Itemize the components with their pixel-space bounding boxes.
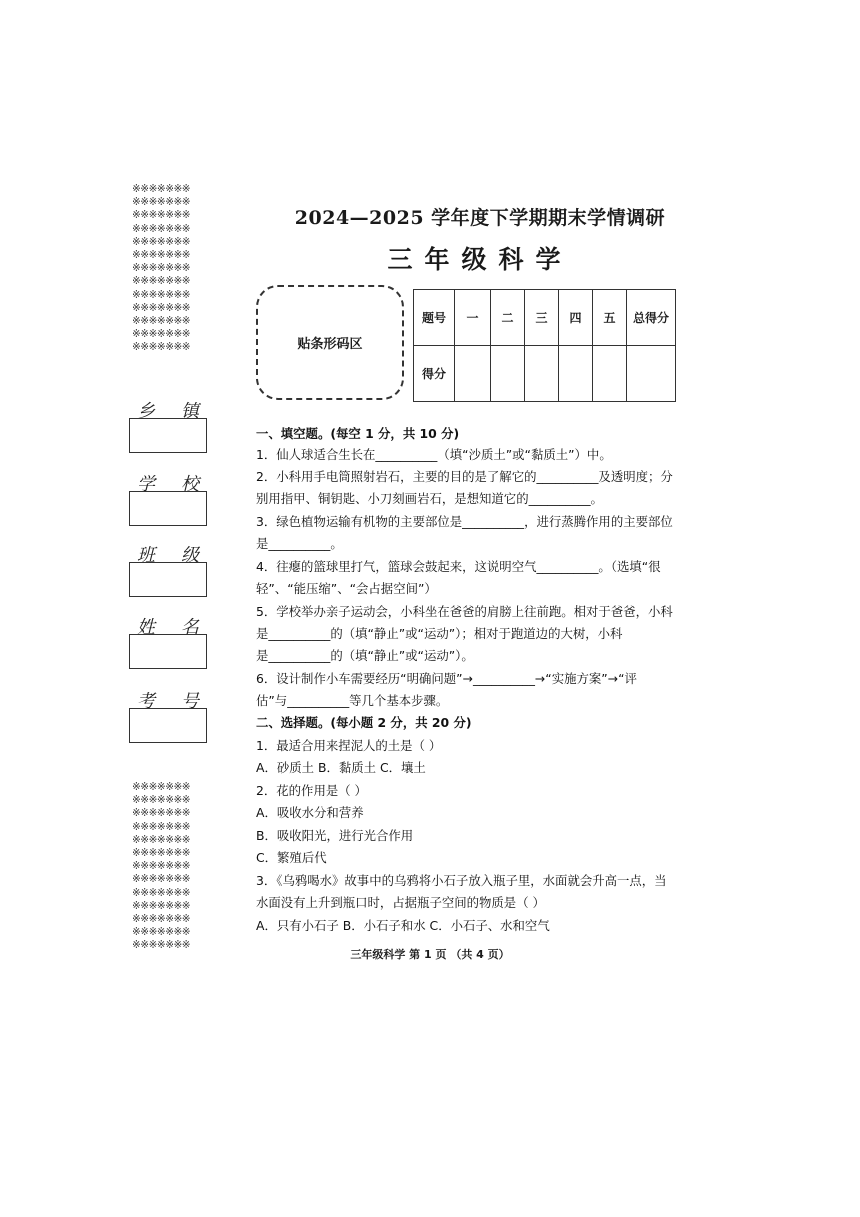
question-line: 轻”、“能压缩”、“会占据空间”） bbox=[256, 581, 437, 596]
score-cell[interactable] bbox=[627, 346, 676, 402]
score-header-cell: 四 bbox=[559, 290, 593, 346]
score-header-cell: 五 bbox=[593, 290, 627, 346]
exam-subject: 三年级科学 bbox=[387, 245, 573, 274]
barcode-label: 贴条形码区 bbox=[297, 337, 363, 352]
question-line: 是__________。 bbox=[256, 536, 343, 551]
question-line: 别用指甲、铜钥匙、小刀刻画岩石，是想知道它的__________。 bbox=[256, 491, 603, 506]
field-input-box[interactable] bbox=[129, 418, 207, 453]
decorative-pattern-top: ※※※※※※※ ※※※※※※※ ※※※※※※※ ※※※※※※※ ※※※※※※※ ※※※※※※※ ※※※※※※※ ※※※※※※※ ※※※※※※※ ※※※※※※※ ※※※※※※※ ※※※※※※※ ※※※※※※※ bbox=[132, 183, 191, 353]
section-heading: 二、选择题。(每小题 2 分，共 20 分) bbox=[256, 715, 472, 730]
field-label-char: 姓 bbox=[137, 617, 155, 638]
score-header-cell: 三 bbox=[525, 290, 559, 346]
barcode-area bbox=[256, 285, 404, 400]
question-line: 1．仙人球适合生长在__________（填“沙质土”或“黏质土”）中。 bbox=[256, 447, 612, 462]
question-line: 3．《乌鸦喝水》故事中的乌鸦将小石子放入瓶子里，水面就会升高一点，当 bbox=[256, 873, 667, 888]
score-header-cell: 题号 bbox=[414, 290, 455, 346]
question-line: B．吸收阳光，进行光合作用 bbox=[256, 828, 414, 843]
field-label-char: 考 bbox=[137, 691, 155, 712]
question-line: A．砂质土 B．黏质土 C．壤土 bbox=[256, 760, 426, 775]
field-label-char: 班 bbox=[137, 545, 155, 566]
exam-title: 2024—2025 学年度下学期期末学情调研 bbox=[294, 207, 666, 229]
question-line: 5．学校举办亲子运动会，小科坐在爸爸的肩膀上往前跑。相对于爸爸，小科 bbox=[256, 604, 673, 619]
question-line: 是__________的（填“静止”或“运动”）；相对于跑道边的大树，小科 bbox=[256, 626, 623, 641]
score-cell[interactable] bbox=[491, 346, 525, 402]
question-line: 是__________的（填“静止”或“运动”）。 bbox=[256, 648, 474, 663]
score-cell[interactable] bbox=[455, 346, 491, 402]
decorative-pattern-bottom: ※※※※※※※ ※※※※※※※ ※※※※※※※ ※※※※※※※ ※※※※※※※ ※※※※※※※ ※※※※※※※ ※※※※※※※ ※※※※※※※ ※※※※※※※ ※※※※※※※ ※※※※※※※ ※※※※※※※ bbox=[132, 781, 191, 951]
page-footer: 三年级科学 第 1 页 （共 4 页） bbox=[350, 948, 510, 961]
question-line: 4．往瘪的篮球里打气，篮球会鼓起来，这说明空气__________。（选填“很 bbox=[256, 559, 661, 574]
score-table bbox=[413, 289, 676, 402]
field-label-char: 号 bbox=[181, 691, 199, 712]
field-input-box[interactable] bbox=[129, 491, 207, 526]
field-input-box[interactable] bbox=[129, 562, 207, 597]
score-header-cell: 一 bbox=[455, 290, 491, 346]
score-cell[interactable] bbox=[525, 346, 559, 402]
field-label-char: 校 bbox=[181, 474, 199, 495]
field-label-char: 学 bbox=[137, 474, 155, 495]
field-label-char: 级 bbox=[181, 545, 199, 566]
question-line: A．吸收水分和营养 bbox=[256, 805, 364, 820]
question-line: C．繁殖后代 bbox=[256, 850, 327, 865]
section-heading: 一、填空题。(每空 1 分，共 10 分) bbox=[256, 426, 460, 441]
question-line: 2．花的作用是（ ） bbox=[256, 783, 367, 798]
field-label-char: 镇 bbox=[181, 401, 199, 422]
question-line: 6．设计制作小车需要经历“明确问题”→__________→“实施方案”→“评 bbox=[256, 671, 637, 686]
score-table-header-row bbox=[414, 290, 676, 346]
score-table-score-row bbox=[414, 346, 676, 402]
question-line: 3．绿色植物运输有机物的主要部位是__________，进行蒸腾作用的主要部位 bbox=[256, 514, 673, 529]
question-line: 1．最适合用来捏泥人的土是（ ） bbox=[256, 738, 442, 753]
field-label-char: 名 bbox=[181, 617, 199, 638]
question-line: 估”与__________等几个基本步骤。 bbox=[256, 693, 449, 708]
field-label-char: 乡 bbox=[137, 401, 155, 422]
score-cell[interactable] bbox=[593, 346, 627, 402]
score-row-label: 得分 bbox=[414, 346, 455, 402]
field-input-box[interactable] bbox=[129, 708, 207, 743]
question-line: A．只有小石子 B．小石子和水 C．小石子、水和空气 bbox=[256, 918, 550, 933]
question-line: 2．小科用手电筒照射岩石，主要的目的是了解它的__________及透明度；分 bbox=[256, 469, 673, 484]
score-header-cell: 二 bbox=[491, 290, 525, 346]
question-line: 水面没有上升到瓶口时，占据瓶子空间的物质是（ ） bbox=[256, 895, 545, 910]
score-header-cell: 总得分 bbox=[627, 290, 676, 346]
field-input-box[interactable] bbox=[129, 634, 207, 669]
score-cell[interactable] bbox=[559, 346, 593, 402]
